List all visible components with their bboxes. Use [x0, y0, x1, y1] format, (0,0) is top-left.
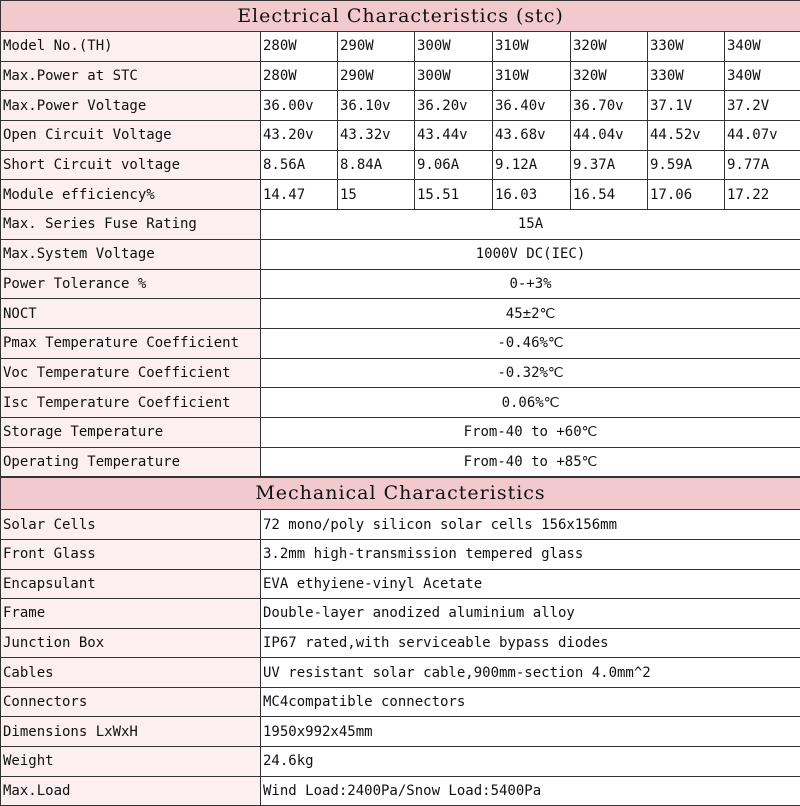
value-cell: 300W: [415, 32, 493, 62]
electrical-shared-row: [1, 358, 800, 388]
row-label: Solar Cells: [1, 510, 261, 540]
value-cell: 43.44v: [415, 121, 493, 151]
mechanical-row: [1, 628, 800, 658]
value-cell: 9.37A: [571, 150, 648, 180]
value-cell: 9.12A: [493, 150, 571, 180]
row-label: Power Tolerance %: [1, 269, 261, 299]
shared-value-cell: 45±2℃: [261, 299, 800, 329]
row-label: NOCT: [1, 299, 261, 329]
row-label: Max.Power at STC: [1, 61, 261, 91]
value-cell: 14.47: [261, 180, 338, 210]
shared-value-cell: 1000V DC(IEC): [261, 239, 800, 269]
value-cell: Double-layer anodized aluminium alloy: [261, 599, 800, 629]
shared-value-cell: -0.46%℃: [261, 328, 800, 358]
value-cell: 290W: [338, 61, 415, 91]
value-cell: 300W: [415, 61, 493, 91]
electrical-shared-row: [1, 328, 800, 358]
mechanical-row: [1, 717, 800, 747]
electrical-shared-row: [1, 388, 800, 418]
electrical-header-row: [1, 1, 800, 32]
value-cell: 16.54: [571, 180, 648, 210]
value-cell: 330W: [648, 32, 725, 62]
mechanical-row: [1, 569, 800, 599]
value-cell: 24.6kg: [261, 747, 800, 777]
value-cell: 310W: [493, 32, 571, 62]
value-cell: UV resistant solar cable,900mm-section 4.0mm^2: [261, 658, 800, 688]
row-label: Max.Load: [1, 776, 261, 806]
mechanical-row: [1, 658, 800, 688]
shared-value-cell: From-40 to +85℃: [261, 447, 800, 477]
row-label: Connectors: [1, 687, 261, 717]
electrical-row: [1, 121, 800, 151]
value-cell: 36.20v: [415, 91, 493, 121]
row-label: Pmax Temperature Coefficient: [1, 328, 261, 358]
value-cell: 330W: [648, 61, 725, 91]
value-cell: 36.10v: [338, 91, 415, 121]
row-label: Frame: [1, 599, 261, 629]
electrical-row: [1, 61, 800, 91]
value-cell: 37.2V: [725, 91, 800, 121]
value-cell: 340W: [725, 32, 800, 62]
value-cell: 72 mono/poly silicon solar cells 156x156mm: [261, 510, 800, 540]
row-label: Isc Temperature Coefficient: [1, 388, 261, 418]
mechanical-row: [1, 539, 800, 569]
mechanical-row: [1, 747, 800, 777]
shared-value-cell: 0.06%℃: [261, 388, 800, 418]
value-cell: 320W: [571, 61, 648, 91]
electrical-shared-row: [1, 417, 800, 447]
shared-value-cell: 15A: [261, 210, 800, 240]
mechanical-row: [1, 599, 800, 629]
row-label: Max. Series Fuse Rating: [1, 210, 261, 240]
row-label: Weight: [1, 747, 261, 777]
mechanical-table: [0, 477, 800, 806]
value-cell: 3.2mm high-transmission tempered glass: [261, 539, 800, 569]
electrical-shared-row: [1, 299, 800, 329]
value-cell: 36.70v: [571, 91, 648, 121]
value-cell: 44.07v: [725, 121, 800, 151]
value-cell: 44.04v: [571, 121, 648, 151]
row-label: Storage Temperature: [1, 417, 261, 447]
value-cell: 1950x992x45mm: [261, 717, 800, 747]
value-cell: 36.40v: [493, 91, 571, 121]
row-label: Operating Temperature: [1, 447, 261, 477]
electrical-shared-row: [1, 447, 800, 477]
electrical-row: [1, 32, 800, 62]
mechanical-row: [1, 510, 800, 540]
row-label: Short Circuit voltage: [1, 150, 261, 180]
row-label: Cables: [1, 658, 261, 688]
mechanical-row: [1, 687, 800, 717]
value-cell: 37.1V: [648, 91, 725, 121]
value-cell: 9.59A: [648, 150, 725, 180]
value-cell: 43.32v: [338, 121, 415, 151]
value-cell: 17.22: [725, 180, 800, 210]
electrical-shared-row: [1, 239, 800, 269]
value-cell: 43.68v: [493, 121, 571, 151]
value-cell: 17.06: [648, 180, 725, 210]
value-cell: 9.06A: [415, 150, 493, 180]
row-label: Junction Box: [1, 628, 261, 658]
value-cell: 43.20v: [261, 121, 338, 151]
electrical-row: [1, 91, 800, 121]
value-cell: 15.51: [415, 180, 493, 210]
value-cell: 310W: [493, 61, 571, 91]
row-label: Model No.(TH): [1, 32, 261, 62]
shared-value-cell: 0-+3%: [261, 269, 800, 299]
value-cell: 320W: [571, 32, 648, 62]
value-cell: 16.03: [493, 180, 571, 210]
shared-value-cell: From-40 to +60℃: [261, 417, 800, 447]
value-cell: MC4compatible connectors: [261, 687, 800, 717]
mechanical-section-title: Mechanical Characteristics: [1, 478, 800, 510]
electrical-row: [1, 150, 800, 180]
value-cell: 290W: [338, 32, 415, 62]
row-label: Encapsulant: [1, 569, 261, 599]
value-cell: IP67 rated,with serviceable bypass diodes: [261, 628, 800, 658]
value-cell: 15: [338, 180, 415, 210]
row-label: Max.Power Voltage: [1, 91, 261, 121]
value-cell: 9.77A: [725, 150, 800, 180]
mechanical-row: [1, 776, 800, 806]
row-label: Voc Temperature Coefficient: [1, 358, 261, 388]
electrical-shared-row: [1, 210, 800, 240]
value-cell: 44.52v: [648, 121, 725, 151]
mechanical-header-row: [1, 478, 800, 510]
row-label: Open Circuit Voltage: [1, 121, 261, 151]
shared-value-cell: -0.32%℃: [261, 358, 800, 388]
value-cell: 280W: [261, 32, 338, 62]
value-cell: 8.56A: [261, 150, 338, 180]
value-cell: 280W: [261, 61, 338, 91]
value-cell: 8.84A: [338, 150, 415, 180]
row-label: Dimensions LxWxH: [1, 717, 261, 747]
row-label: Module efficiency%: [1, 180, 261, 210]
electrical-shared-row: [1, 269, 800, 299]
value-cell: 340W: [725, 61, 800, 91]
value-cell: EVA ethyiene-vinyl Acetate: [261, 569, 800, 599]
electrical-section-title: Electrical Characteristics (stc): [1, 1, 800, 32]
row-label: Max.System Voltage: [1, 239, 261, 269]
value-cell: Wind Load:2400Pa/Snow Load:5400Pa: [261, 776, 800, 806]
row-label: Front Glass: [1, 539, 261, 569]
electrical-row: [1, 180, 800, 210]
value-cell: 36.00v: [261, 91, 338, 121]
